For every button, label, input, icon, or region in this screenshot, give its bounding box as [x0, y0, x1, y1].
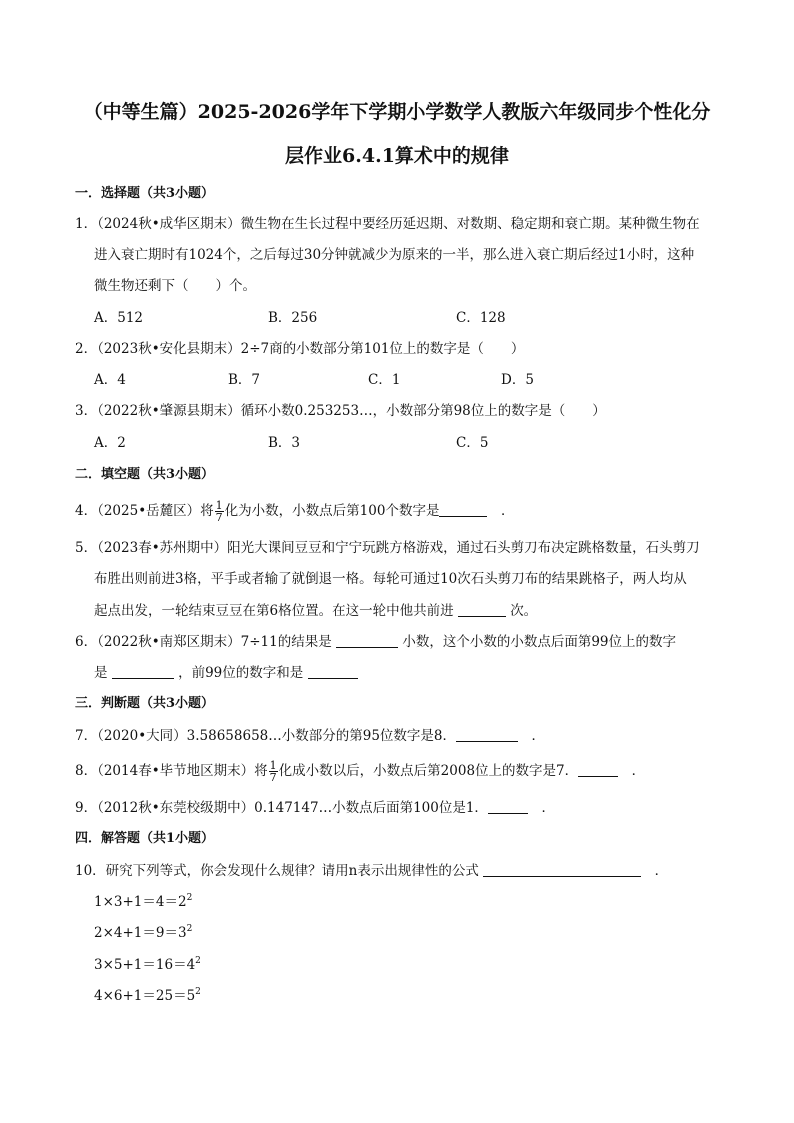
equation-3: $3\times 5+1=16=4^2$: [94, 956, 201, 973]
question-2-text: 2．（2023秋•安化县期末）2÷7商的小数部分第101位上的数字是（ ）: [75, 341, 525, 357]
question-8: 8．（2014春•毕节地区期末）将 $\frac{1}{7}$ 化成小数以后，小数点后第2008位上的数字是7． ．: [75, 759, 646, 784]
equation-1: $1\times 3+1=4=2^2$: [94, 893, 193, 910]
page-title-line1: （中等生篇）2025-2026学年下学期小学数学人教版六年级同步个性化分: [83, 101, 711, 123]
equation-4: $4\times 6+1=25=5^2$: [94, 987, 201, 1004]
question-3-option-c: C．5: [456, 435, 489, 451]
question-1-option-c: C．128: [456, 310, 506, 326]
question-1-option-a: A．512: [94, 310, 144, 326]
question-5-line3: 起点出发，一轮结束豆豆在第6格位置。在这一轮中他共前进 次。: [94, 603, 538, 619]
question-10: 10．研究下列等式，你会发现什么规律？请用n表示出规律性的公式 ．: [75, 863, 669, 879]
answer-blank[interactable]: [578, 764, 618, 777]
section-heading-fill: 二．填空题（共3小题）: [75, 467, 215, 482]
section-heading-choice: 一．选择题（共3小题）: [75, 186, 215, 201]
question-2-option-a: A．4: [94, 372, 126, 388]
question-1-line1: 1．（2024秋•成华区期末）微生物在生长过程中要经历延迟期、对数期、稳定期和衰亡期。某种微生物在: [75, 216, 700, 232]
answer-blank[interactable]: [336, 635, 398, 648]
question-9: 9．（2012秋•东莞校级期中）0.147147…小数点后面第100位是1． ．: [75, 800, 555, 816]
question-6-line2: 是 ，前99位的数字和是: [94, 666, 358, 681]
fraction: $\frac{1}{7}$: [269, 759, 277, 784]
section-heading-solve: 四．解答题（共1小题）: [75, 831, 215, 846]
fraction: $\frac{1}{7}$: [215, 499, 223, 524]
equation-2: $2\times 4+1=9=3^2$: [94, 924, 193, 941]
question-2-option-d: D．5: [501, 372, 534, 388]
answer-blank[interactable]: [483, 864, 641, 877]
answer-blank[interactable]: [308, 666, 358, 679]
answer-blank[interactable]: [439, 504, 487, 517]
question-1-option-b: B．256: [268, 310, 318, 326]
question-3-option-b: B．3: [268, 435, 301, 451]
answer-blank[interactable]: [456, 729, 518, 742]
question-5-line2: 布胜出则前进3格，平手或者输了就倒退一格。每轮可通过10次石头剪刀布的结果跳格子，两人均从: [94, 571, 687, 587]
question-1-line3: 微生物还剩下（ ）个。: [94, 278, 256, 294]
question-1-line2: 进入衰亡期时有1024个，之后每过30分钟就减少为原来的一半，那么进入衰亡期后经过1小时，这种: [94, 247, 695, 263]
answer-blank[interactable]: [488, 801, 528, 814]
page-title-line2: 层作业6.4.1算术中的规律: [285, 145, 509, 167]
question-6-line1: 6．（2022秋•南郑区期末）7÷11的结果是 小数，这个小数的小数点后面第99位上的数字: [75, 634, 677, 650]
question-3-option-a: A．2: [94, 435, 126, 451]
question-3-text: 3．（2022秋•肇源县期末）循环小数0.253253…，小数部分第98位上的数字是（ ）: [75, 403, 606, 419]
answer-blank[interactable]: [458, 604, 506, 617]
section-heading-judge: 三．判断题（共3小题）: [75, 696, 215, 711]
question-5-line1: 5．（2023春•苏州期中）阳光大课间豆豆和宁宁玩跳方格游戏，通过石头剪刀布决定跳格数量，石头剪刀: [75, 540, 700, 556]
question-2-option-b: B．7: [228, 372, 261, 388]
answer-blank[interactable]: [112, 666, 174, 679]
question-7: 7．（2020•大同）3.58658658…小数部分的第95位数字是8． ．: [75, 728, 546, 744]
question-4: 4．（2025•岳麓区）将 $\frac{1}{7}$ 化为小数，小数点后第100个数字是 ．: [75, 499, 515, 524]
question-2-option-c: C．1: [368, 372, 401, 388]
